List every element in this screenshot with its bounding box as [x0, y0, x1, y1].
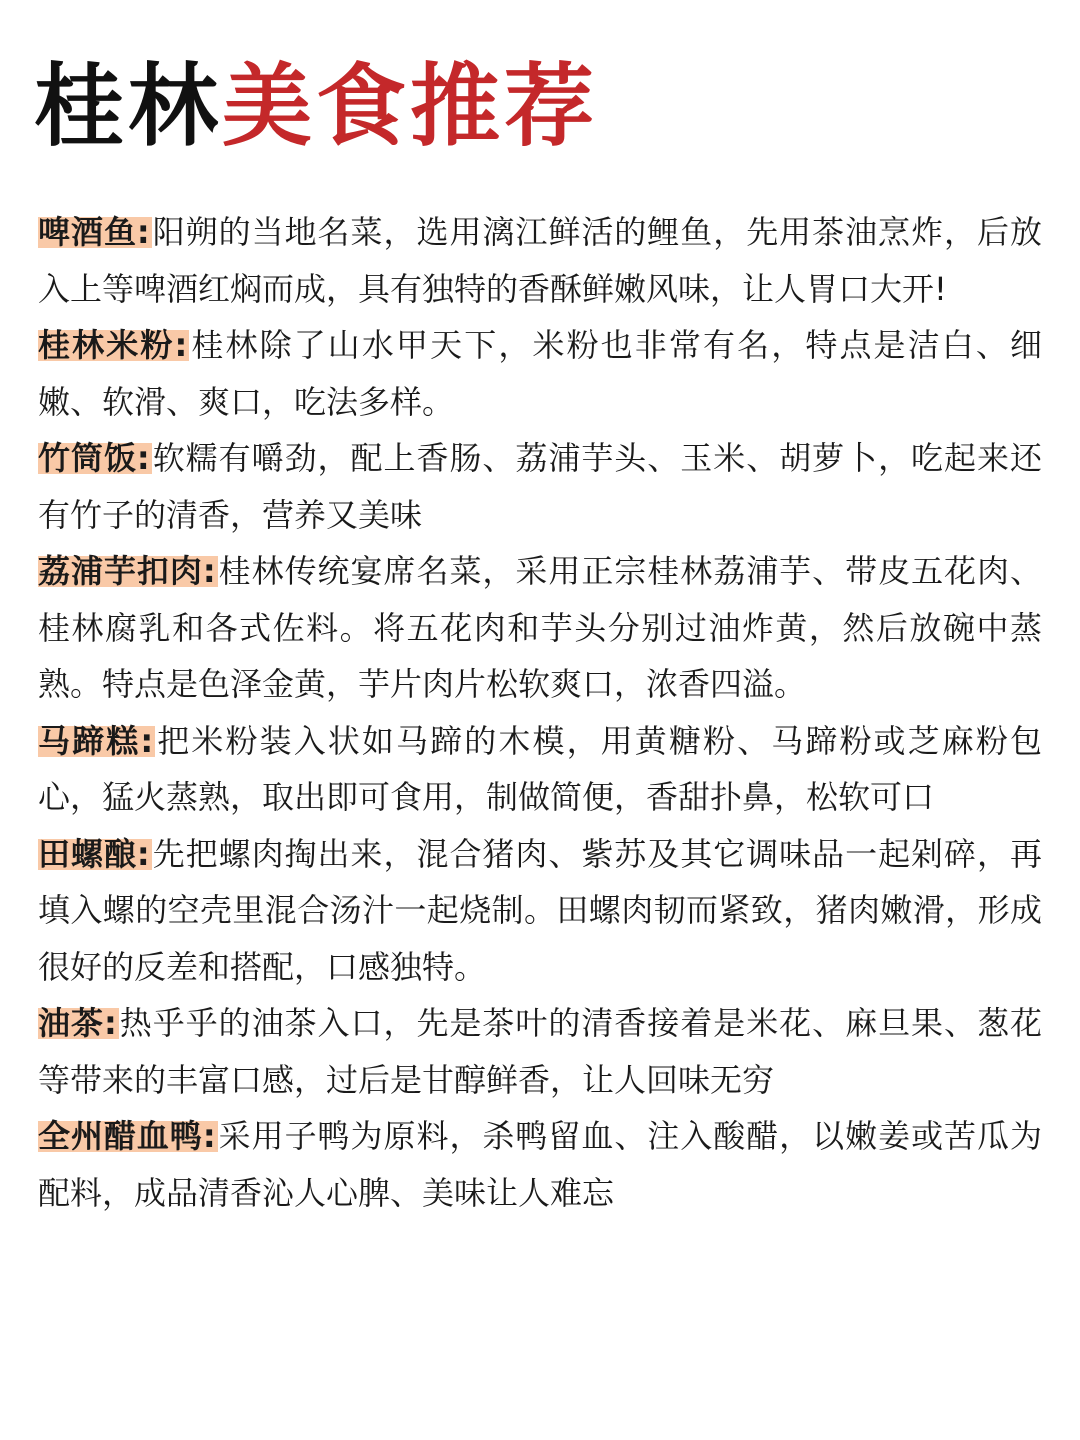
food-item-water-chestnut-cake: [38, 713, 1042, 826]
food-item-label: 啤酒鱼:: [38, 213, 150, 251]
food-item-label: 竹筒饭:: [38, 439, 150, 477]
food-item-beer-fish: [38, 204, 1042, 317]
food-item-description: 把米粉装入状如马蹄的木模，用黄糖粉、马蹄粉或芝麻粉包心，猛火蒸熟，取出即可食用，制做简便，香甜扑鼻，松软可口: [38, 721, 1042, 816]
food-item-description: 软糯有嚼劲，配上香肠、荔浦芋头、玉米、胡萝卜，吃起来还有竹子的清香，营养又美味: [38, 439, 1042, 534]
food-item-guilin-rice-noodles: [38, 317, 1042, 430]
food-item-description: 阳朔的当地名菜，选用漓江鲜活的鲤鱼，先用茶油烹炸，后放入上等啤酒红焖而成，具有独特的香酥鲜嫩风味，让人胃口大开!: [38, 213, 1042, 308]
food-item-description: 热乎乎的油茶入口，先是茶叶的清香接着是米花、麻旦果、葱花等带来的丰富口感，过后是甘醇鲜香，让人回味无穷: [38, 1004, 1042, 1099]
page-title: [34, 52, 598, 162]
title-part-black: 桂林: [34, 54, 222, 159]
food-item-label: 油茶:: [38, 1004, 117, 1042]
food-item-label: 马蹄糕:: [38, 721, 154, 760]
food-item-vinegar-blood-duck: [38, 1108, 1042, 1221]
title-part-red: 美食推荐: [222, 54, 598, 159]
food-item-stuffed-snails: [38, 826, 1042, 996]
food-item-label: 荔浦芋扣肉:: [38, 552, 216, 590]
food-item-label: 全州醋血鸭:: [38, 1117, 216, 1155]
food-item-description: 采用子鸭为原料，杀鸭留血、注入酸醋，以嫩姜或苦瓜为配料，成品清香沁人心脾、美味让人难忘: [38, 1117, 1042, 1212]
food-item-bamboo-rice: [38, 430, 1042, 543]
food-item-description: 桂林传统宴席名菜，采用正宗桂林荔浦芋、带皮五花肉、桂林腐乳和各式佐料。将五花肉和芋头分别过油炸黄，然后放碗中蒸熟。特点是色泽金黄，芋片肉片松软爽口，浓香四溢。: [38, 552, 1042, 703]
food-item-label: 田螺酿:: [38, 834, 150, 873]
food-item-description: 桂林除了山水甲天下，米粉也非常有名，特点是洁白、细嫩、软滑、爽口，吃法多样。: [38, 326, 1042, 421]
food-item-label: 桂林米粉:: [38, 326, 188, 364]
food-item-taro-pork: [38, 543, 1042, 713]
food-item-description: 先把螺肉掏出来，混合猪肉、紫苏及其它调味品一起剁碎，再填入螺的空壳里混合汤汁一起烧制。田螺肉韧而紧致，猪肉嫩滑，形成很好的反差和搭配，口感独特。: [38, 834, 1042, 986]
food-list: [38, 204, 1042, 1221]
food-item-oil-tea: [38, 995, 1042, 1108]
